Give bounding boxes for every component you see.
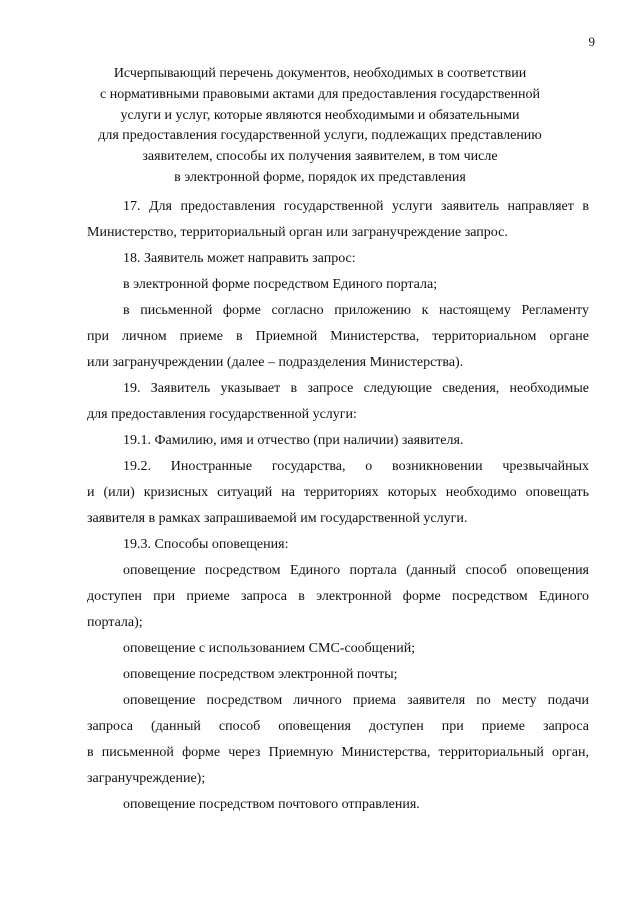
body-line: и (или) кризисных ситуаций на территориях которых необходимо оповещать	[87, 485, 589, 500]
document-body	[87, 194, 589, 818]
body-line: оповещение посредством почтового отправления.	[123, 797, 420, 812]
body-line: портала);	[87, 615, 143, 630]
body-line: в письменной форме через Приемную Министерства, территориальный орган,	[87, 745, 589, 760]
body-line: 19.3. Способы оповещения:	[123, 537, 289, 552]
heading-line: заявителем, способы их получения заявителем, в том числе	[142, 149, 498, 165]
heading-line: Исчерпывающий перечень документов, необходимых в соответствии	[113, 66, 527, 81]
body-line: 19. Заявитель указывает в запросе следующие сведения, необходимые	[123, 381, 589, 396]
heading-line: услуги и услуг, которые являются необходимыми и обязательными	[120, 107, 520, 123]
body-line: 17. Для предоставления государственной услуги заявитель направляет в	[123, 199, 589, 214]
heading-line: в электронной форме, порядок их представления	[174, 169, 466, 185]
body-line: загранучреждение);	[87, 771, 206, 786]
heading-line: для предоставления государственной услуги, подлежащих представлению	[98, 128, 542, 144]
body-line: в электронной форме посредством Единого портала;	[123, 277, 438, 292]
body-line: или загранучреждении (далее – подразделения Министерства).	[87, 355, 464, 370]
body-line: оповещение посредством Единого портала (данный способ оповещения	[123, 563, 589, 578]
body-line: доступен при приеме запроса в электронной форме посредством Единого	[87, 589, 589, 604]
body-line: для предоставления государственной услуги:	[87, 407, 357, 422]
body-line: Министерство, территориальный орган или загранучреждение запрос.	[87, 225, 508, 240]
body-line: 19.2. Иностранные государства, о возникновении чрезвычайных	[123, 459, 589, 474]
body-line: при личном приеме в Приемной Министерства, территориальном органе	[87, 329, 589, 344]
section-heading	[60, 64, 580, 189]
body-line: запроса (данный способ оповещения доступен при приеме запроса	[87, 719, 589, 734]
body-line: оповещение посредством электронной почты;	[123, 667, 398, 682]
body-line: 18. Заявитель может направить запрос:	[123, 251, 356, 266]
body-line: 19.1. Фамилию, имя и отчество (при наличии) заявителя.	[123, 433, 464, 448]
body-line: оповещение посредством личного приема заявителя по месту подачи	[123, 693, 589, 708]
heading-line: с нормативными правовыми актами для предоставления государственной	[100, 86, 540, 102]
body-line: заявителя в рамках запрашиваемой им государственной услуги.	[87, 511, 468, 526]
body-line: в письменной форме согласно приложению к настоящему Регламенту	[123, 303, 589, 318]
body-line: оповещение с использованием СМС-сообщений;	[123, 641, 416, 656]
page-number: 9	[588, 34, 595, 49]
